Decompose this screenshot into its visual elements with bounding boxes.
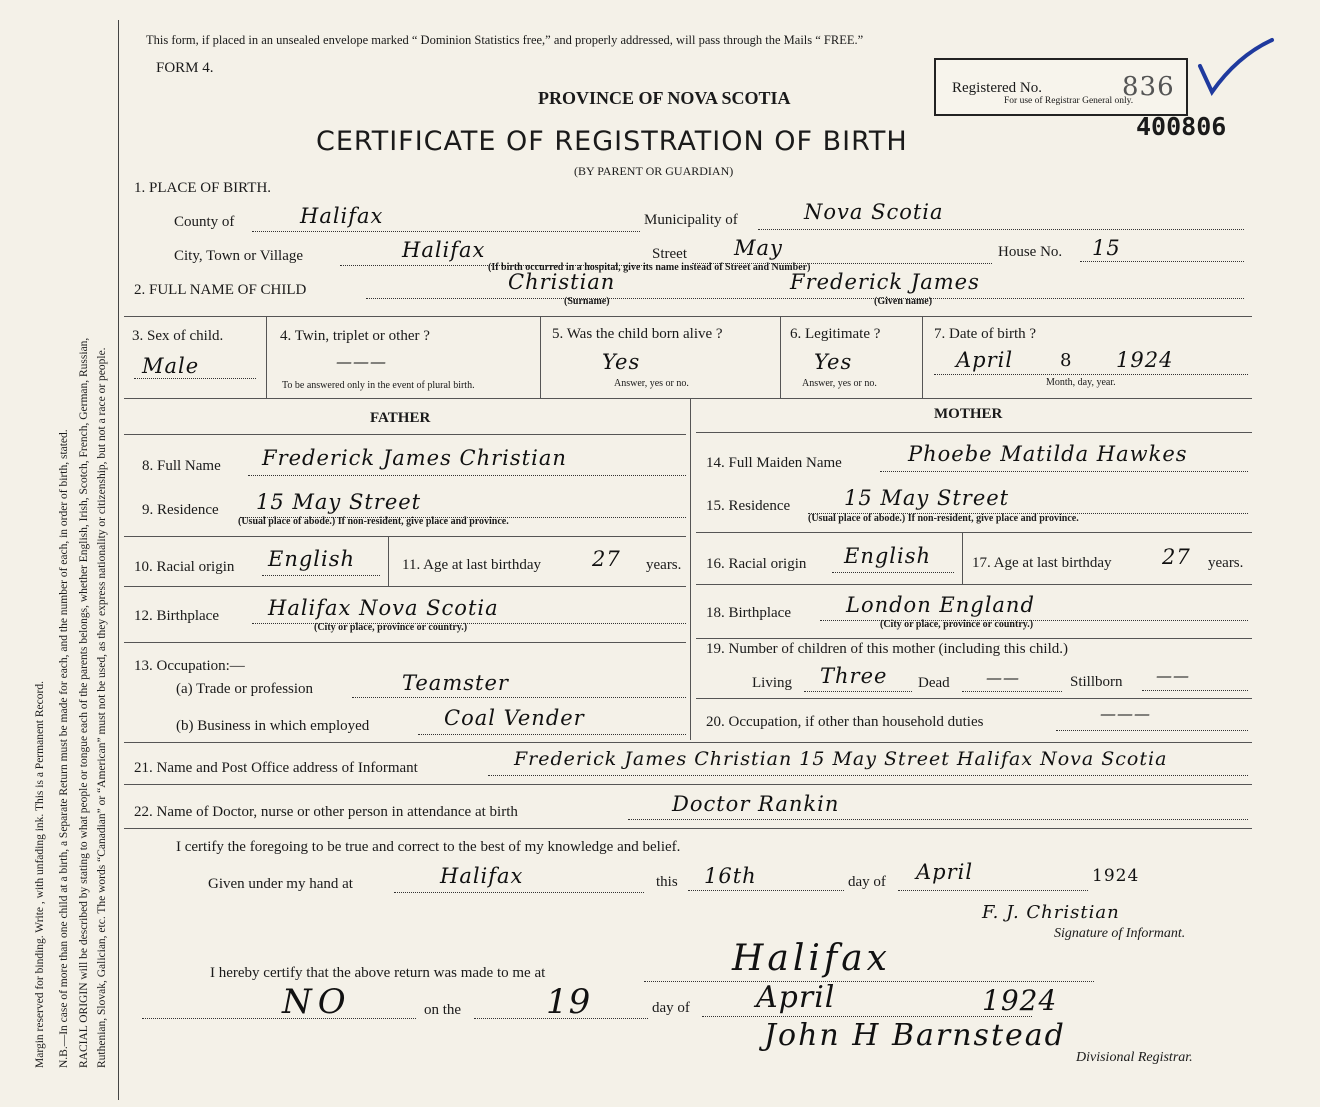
father-race-value: English [268,547,356,571]
twin-caption: To be answered only in the event of plural birth. [282,380,475,391]
given-month: April [916,860,974,884]
registrar-year: 1924 [982,984,1058,1017]
province-heading: PROVINCE OF NOVA SCOTIA [538,88,791,108]
dob-year: 1924 [1116,348,1174,372]
registered-label: Registered No. [952,80,1042,96]
child-name-line [366,298,1244,299]
father-race-line [262,575,380,576]
mother-stillborn-line [1142,690,1248,691]
given-day-of-label: day of [848,874,886,890]
registrar-use-note: For use of Registrar General only. [1004,96,1134,106]
father-age-label: 11. Age at last birthday [402,557,541,573]
mother-birthplace-caption: (City or place, province or country.) [880,619,1034,630]
mother-birthplace-value: London England [846,593,1035,617]
child-given-name: Frederick James [790,270,980,294]
given-place-line [394,892,644,893]
dob-month: April [956,348,1014,372]
mother-row-rule-1 [696,532,1252,533]
father-business-value: Coal Vender [444,706,585,730]
county-value: Halifax [300,204,384,228]
father-birthplace-value: Halifax Nova Scotia [268,596,499,620]
father-residence-value: 15 May Street [256,490,422,514]
municipality-label: Municipality of [644,212,738,228]
mother-race-value: English [844,544,932,568]
hospital-note: (If birth occurred in a hospital, give its name instead of Street and Number) [488,262,811,273]
mother-living-label: Living [752,675,792,691]
father-age-unit: years. [646,557,682,573]
father-birthplace-label: 12. Birthplace [134,608,219,624]
mother-race-divider [962,532,963,584]
place-of-birth-heading: 1. PLACE OF BIRTH. [134,180,272,196]
margin-plural-note: N.B.—In case of more than one child at a birth, a Separate Return must be made for each, and the number of each, in order of birth, stated. [58,429,70,1068]
mother-age-unit: years. [1208,555,1244,571]
father-business-line [418,734,686,735]
informant-line [488,775,1248,776]
alive-caption: Answer, yes or no. [614,378,689,389]
father-trade-label: (a) Trade or profession [176,681,314,697]
registered-number: 836 [1122,72,1175,102]
page-title: CERTIFICATE OF REGISTRATION OF BIRTH [316,126,908,157]
father-occupation-label: 13. Occupation:— [134,658,245,674]
father-race-divider [388,536,389,586]
municipality-line [758,229,1244,230]
mother-residence-label: 15. Residence [706,498,791,514]
mother-occupation-line [1056,730,1248,731]
registration-box [934,58,1188,116]
mother-residence-value: 15 May Street [844,486,1010,510]
registrar-day: 19 [546,982,592,1022]
father-trade-value: Teamster [402,671,509,695]
mother-dead-line [962,691,1062,692]
mother-age-value: 27 [1162,545,1191,569]
margin-racial-note-2: Ruthenian, Slovak, Galician, etc. The words “Canadian” or “American” must not be used, as they express nationality or citizenship, but not a race or people. [96,347,108,1068]
mother-dead-value: —— [986,668,1020,687]
father-residence-caption: (Usual place of abode.) If non-resident, give place and province. [238,516,509,527]
sex-line [134,378,256,379]
registrar-day-of-label: day of [652,1000,690,1016]
mother-age-label: 17. Age at last birthday [972,555,1112,571]
stamp-number: 400806 [1136,112,1227,141]
surname-caption: (Surname) [564,296,610,307]
margin-rule [118,20,119,1100]
registrar-place-line [644,981,1094,982]
house-line [1080,261,1244,262]
father-heading-rule [124,434,686,435]
mother-heading: MOTHER [934,406,1003,422]
row3-div-2 [540,316,541,398]
mother-name-label: 14. Full Maiden Name [706,455,842,471]
mother-race-line [832,572,954,573]
registrar-on-the-label: on the [424,1002,462,1018]
mother-occupation-value: ——— [1100,704,1151,723]
informant-top-rule [124,742,1252,743]
legitimate-label: 6. Legitimate ? [790,326,881,342]
informant-label: 21. Name and Post Office address of Informant [134,760,418,776]
given-year: 1924 [1092,866,1140,886]
father-row-rule-2 [124,586,686,587]
registrar-district: NO [282,982,352,1022]
row3-div-1 [266,316,267,398]
mother-heading-rule [696,432,1252,433]
mother-residence-caption: (Usual place of abode.) If non-resident, give place and province. [808,513,1079,524]
mother-name-value: Phoebe Matilda Hawkes [908,442,1188,466]
father-row-rule-3 [124,642,686,643]
alive-value: Yes [602,350,641,374]
county-line [252,231,640,232]
street-label: Street [652,246,687,262]
father-race-label: 10. Racial origin [134,559,235,575]
given-month-line [898,890,1088,891]
twin-label: 4. Twin, triplet or other ? [280,328,430,344]
mother-living-value: Three [820,664,888,688]
father-birthplace-caption: (City or place, province or country.) [314,622,468,633]
mother-row-rule-2 [696,584,1252,585]
father-business-label: (b) Business in which employed [176,718,370,734]
doctor-value: Doctor Rankin [672,792,840,816]
mail-notice: This form, if placed in an unsealed envelope marked “ Dominion Statistics free,” and properly addressed, will pass through the Mails “ FREE.” [146,33,864,47]
child-surname: Christian [508,270,616,294]
child-name-label: 2. FULL NAME OF CHILD [134,282,307,298]
row3-div-3 [780,316,781,398]
informant-signature: F. J. Christian [982,902,1120,923]
mother-row-rule-4 [696,698,1252,699]
legitimate-caption: Answer, yes or no. [802,378,877,389]
registrar-place: Halifax [732,938,891,979]
city-label: City, Town or Village [174,248,304,264]
margin-racial-note-1: RACIAL ORIGIN will be described by stating to what people or tongue each of the parents belongs, whether English, Irish, Scotch, French, German, Russian, [78,337,90,1068]
given-label: Given under my hand at [208,876,353,892]
legitimate-value: Yes [814,350,853,374]
page-subtitle: (BY PARENT OR GUARDIAN) [574,164,734,178]
municipality-value: Nova Scotia [804,200,944,224]
informant-bottom-rule [124,784,1252,785]
doctor-line [628,819,1248,820]
margin-binding-note: Margin reserved for binding. Write , with unfading ink. This is a Permanent Record. [34,681,46,1068]
dob-caption: Month, day, year. [1046,377,1116,388]
checkmark-icon [1196,36,1276,103]
doctor-bottom-rule [124,828,1252,829]
row3-top-rule [124,316,1252,317]
mother-race-label: 16. Racial origin [706,556,807,572]
sex-value: Male [142,354,200,378]
father-row-rule-1 [124,536,686,537]
doctor-label: 22. Name of Doctor, nurse or other person in attendance at birth [134,804,518,820]
father-age-value: 27 [592,547,621,571]
city-value: Halifax [402,238,486,262]
house-value: 15 [1092,236,1121,260]
registrar-title: Divisional Registrar. [1076,1050,1193,1065]
dob-label: 7. Date of birth ? [934,326,1037,342]
father-heading: FATHER [370,410,431,426]
house-label: House No. [998,244,1063,260]
informant-signature-label: Signature of Informant. [1054,926,1186,941]
sex-label: 3. Sex of child. [132,328,224,344]
given-caption: (Given name) [874,296,933,307]
registrar-signature: John H Barnstead [764,1018,1066,1053]
mother-birthplace-label: 18. Birthplace [706,605,791,621]
mother-stillborn-label: Stillborn [1070,674,1123,690]
mother-name-line [880,471,1248,472]
dob-line [934,374,1248,375]
father-name-label: 8. Full Name [142,458,221,474]
alive-label: 5. Was the child born alive ? [552,326,723,342]
given-place: Halifax [440,864,524,888]
registrar-statement: I hereby certify that the above return was made to me at [210,965,546,981]
street-value: May [734,236,783,260]
given-this-label: this [656,874,678,890]
mother-stillborn-value: —— [1156,666,1190,685]
mother-dead-label: Dead [918,675,950,691]
certify-statement: I certify the foregoing to be true and correct to the best of my knowledge and belief. [176,839,681,855]
registrar-month: April [756,980,836,1015]
mother-occupation-label: 20. Occupation, if other than household duties [706,714,984,730]
father-name-value: Frederick James Christian [262,446,567,470]
father-trade-line [352,697,686,698]
county-label: County of [174,214,235,230]
father-name-line [248,475,686,476]
form-number: FORM 4. [156,60,214,76]
column-divider [690,398,691,740]
mother-living-line [804,691,912,692]
twin-value: ——— [336,352,387,371]
row3-div-4 [922,316,923,398]
given-day-line [688,890,844,891]
father-residence-label: 9. Residence [142,502,219,518]
mother-children-label: 19. Number of children of this mother (including this child.) [706,641,1069,657]
registrar-district-line [142,1018,416,1019]
given-day: 16th [704,864,757,888]
mother-row-rule-3 [696,638,1252,639]
dob-day: 8 [1060,350,1073,371]
row3-bottom-rule [124,398,1252,399]
informant-value: Frederick James Christian 15 May Street Halifax Nova Scotia [514,748,1168,770]
